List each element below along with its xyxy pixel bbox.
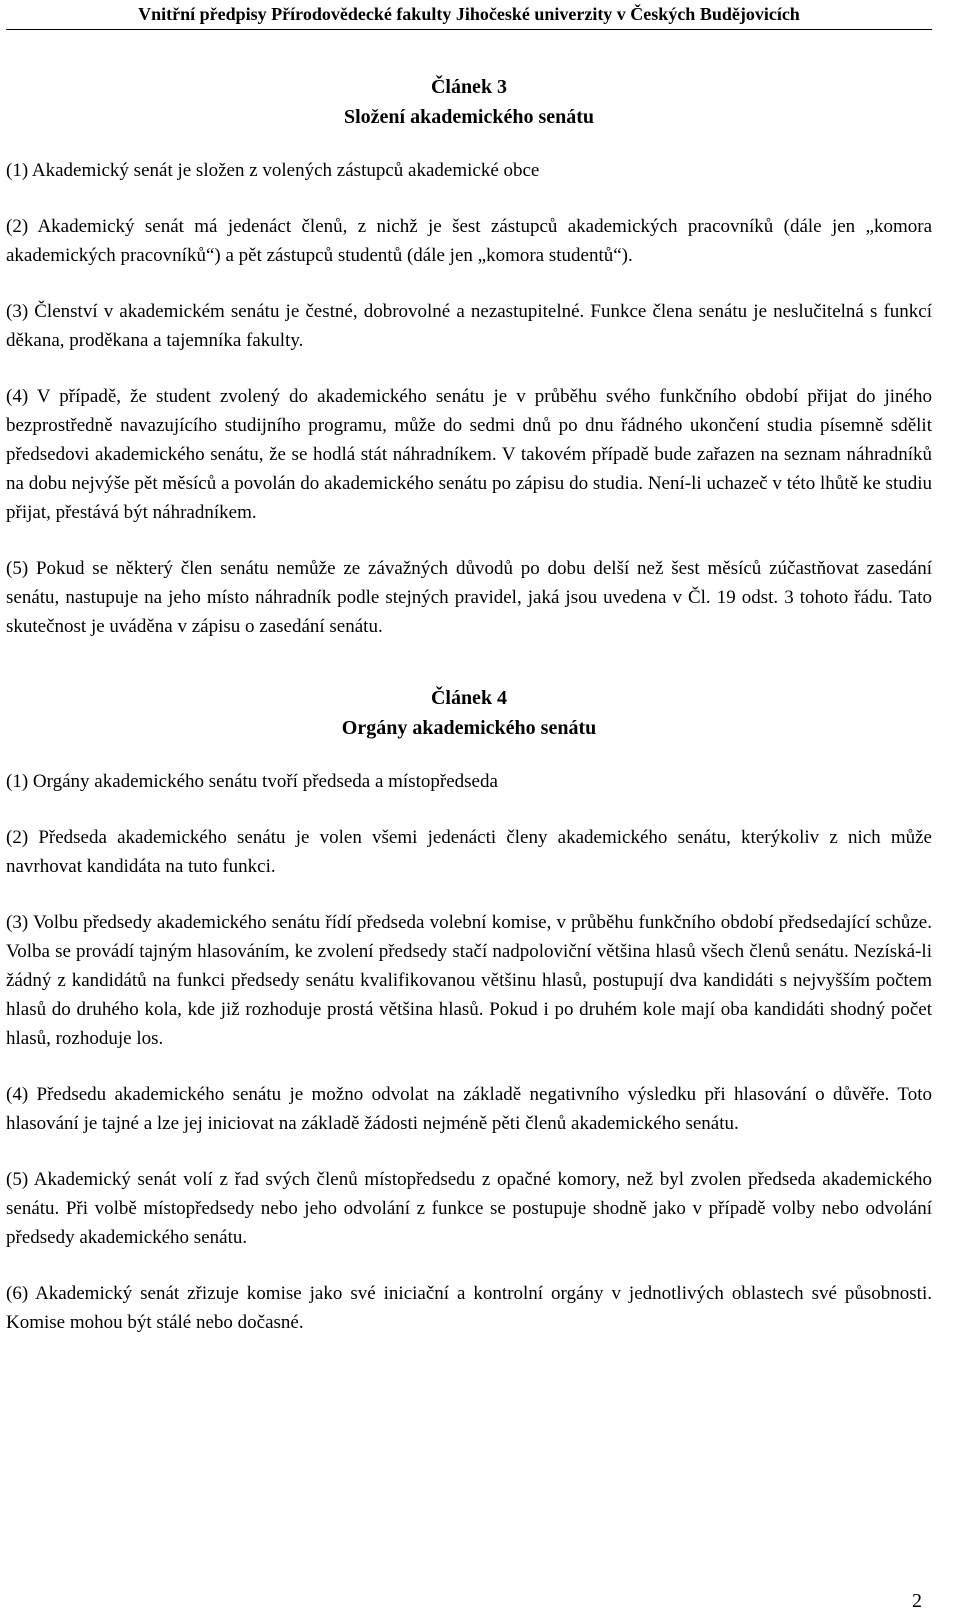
document-page: [6, 0, 932, 1617]
article-4-paragraph-5: (5) Akademický senát volí z řad svých členů místopředsedu z opačné komory, než byl zvolen předseda akademického senátu. Při volbě místopředsedy nebo jeho odvolání z funkce se postupuje shodně jako v případě volby nebo odvolání předsedy akademického senátu.: [6, 1169, 932, 1248]
page-number: 2: [912, 1590, 922, 1612]
article-3-paragraph-5: (5) Pokud se některý člen senátu nemůže ze závažných důvodů po dobu delší než šest měsíců zúčastňovat zasedání senátu, nastupuje na jeho místo náhradník podle stejných pravidel, jaká jsou uvedena v Čl. 19 odst. 3 tohoto řádu. Tato skutečnost je uváděna v zápisu o zasedání senátu.: [6, 558, 932, 637]
article-3-number: Článek 3: [430, 76, 508, 98]
article-3-paragraph-2: (2) Akademický senát má jedenáct členů, z nichž je šest zástupců akademických pracovníků (dále jen „komora akademických pracovníků“) a pět zástupců studentů (dále jen „komora studentů“).: [6, 216, 932, 266]
article-4-paragraph-1: (1) Orgány akademického senátu tvoří předseda a místopředseda: [6, 771, 498, 792]
article-3: [6, 72, 932, 641]
article-4-paragraph-3: (3) Volbu předsedy akademického senátu řídí předseda volební komise, v průběhu funkčního období předsedající schůze. Volba se provádí tajným hlasováním, ke zvolení předsedy stačí nadpoloviční většina hlasů všech členů senátu. Nezíská-li žádný z kandidátů na funkci předsedy senátu kvalifikovanou většinu hlasů, postupují dva kandidáti s nejvyšším počtem hlasů do druhého kola, kde již rozhoduje prostá většina hlasů. Pokud i po druhém kole mají oba kandidáti shodný počet hlasů, rozhoduje los.: [6, 912, 932, 1049]
article-3-paragraph-1: (1) Akademický senát je složen z volených zástupců akademické obce: [6, 160, 540, 181]
article-4-paragraph-4: (4) Předsedu akademického senátu je možno odvolat na základě negativního výsledku při hlasování o důvěře. Toto hlasování je tajné a lze jej iniciovat na základě žádosti nejméně pěti členů akademického senátu.: [6, 1084, 932, 1134]
article-4-title: Orgány akademického senátu: [341, 717, 597, 739]
article-3-title: Složení akademického senátu: [343, 106, 595, 128]
document-body: [6, 72, 932, 1364]
article-3-paragraph-3: (3) Členství v akademickém senátu je čestné, dobrovolné a nezastupitelné. Funkce člena senátu je neslučitelná s funkcí děkana, proděkana a tajemníka fakulty.: [6, 301, 932, 351]
article-3-paragraph-4: (4) V případě, že student zvolený do akademického senátu je v průběhu svého funkčního období přijat do jiného bezprostředně navazujícího studijního programu, může do sedmi dnů po dnu řádného ukončení studia písemně sdělit předsedovi akademického senátu, že se hodlá stát náhradníkem. V takovém případě bude zařazen na seznam náhradníků na dobu nejvýše pět měsíců a povolán do akademického senátu po zápisu do studia. Není-li uchazeč v této lhůtě ke studiu přijat, přestává být náhradníkem.: [6, 386, 932, 523]
article-4-paragraph-6: (6) Akademický senát zřizuje komise jako své iniciační a kontrolní orgány v jednotlivých oblastech své působnosti. Komise mohou být stálé nebo dočasné.: [6, 1283, 932, 1333]
article-4: [6, 683, 932, 1337]
article-4-number: Článek 4: [430, 687, 508, 709]
running-header: Vnitřní předpisy Přírodovědecké fakulty Jihočeské univerzity v Českých Budějovicích: [6, 4, 932, 30]
article-4-paragraph-2: (2) Předseda akademického senátu je volen všemi jedenácti členy akademického senátu, kterýkoliv z nich může navrhovat kandidáta na tuto funkci.: [6, 827, 932, 877]
